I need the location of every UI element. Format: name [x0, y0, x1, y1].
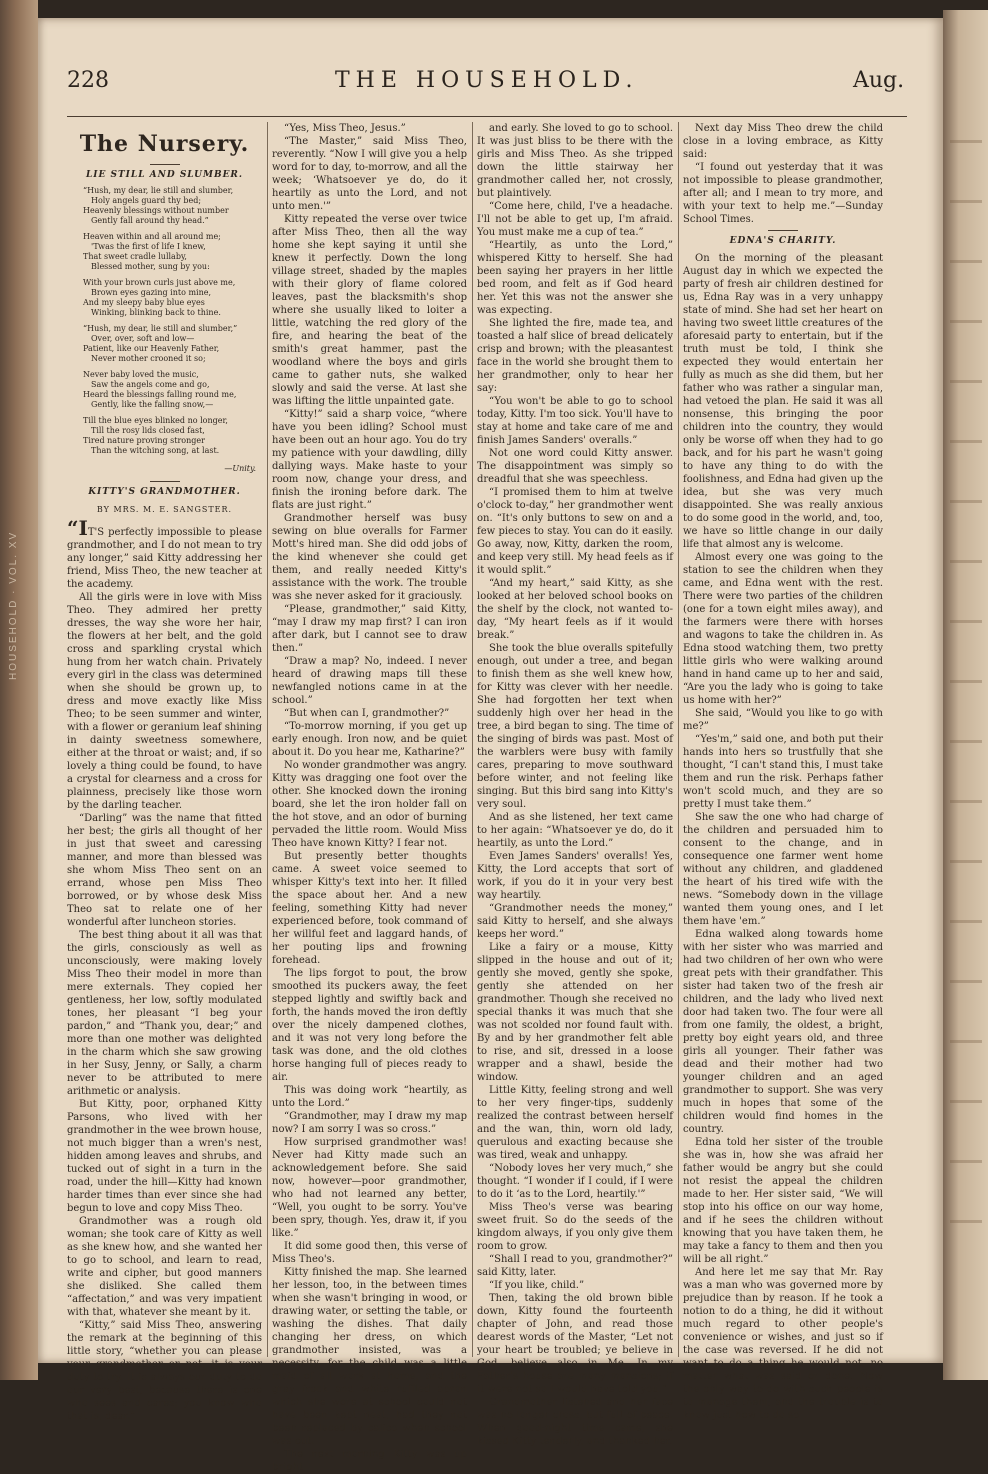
poem-line: Winking, blinking back to thine.: [91, 308, 221, 317]
paragraph: “Kitty,” said Miss Theo, answering the remark at the beginning of this little story, “whether you can please your grandmother or not, it is your duty to try. It is always our duty to do our very best, because there is one who sees and cares; you know who that is, dear.”: [67, 1320, 262, 1422]
divider: [150, 164, 180, 165]
poem-line: Gently, like the falling snow,—: [91, 400, 214, 409]
paragraph: “But when can I, grandmother?”: [284, 708, 450, 719]
poem-line: Heavenly blessings without number: [83, 206, 229, 215]
paragraph: And here let me say that Mr. Ray was a man who was governed more by prejudice than by reason. If he took a notion to do a thing, he did it without much regard to other people's convenience or wishes, and just so if the case was reversed. If he did not want to do a thing he would not, no matter what was said or done. Now the only way to do with such people is to manage them, and the trouble is to know just how to do so: [683, 1267, 883, 1421]
poem-line: Brown eyes gazing into mine,: [91, 288, 212, 297]
paragraph: “Yes, Miss Theo, Jesus.”: [284, 123, 406, 134]
column-rule: [472, 122, 473, 1357]
poem-line: “Hush, my dear, lie still and slumber,: [83, 186, 234, 195]
paragraph: “Nobody loves her very much,” she thought. “I wonder if I could, if I were to do it ‘as to the Lord, heartily.'”: [477, 1163, 673, 1200]
paragraph: Miss Theo's verse was bearing sweet fruit. So do the seeds of the kingdom always, if you only give them room to grow.: [477, 1202, 673, 1252]
paragraph: Even James Sanders' overalls! Yes, Kitty, the Lord accepts that sort of work, if you do it in your very best way heartily.: [477, 851, 673, 901]
paragraph: “To-morrow morning, if you get up early enough. Iron now, and be quiet about it. Do you hear me, Katharine?”: [272, 721, 467, 758]
poem-line: And my sleepy baby blue eyes: [83, 298, 205, 307]
paragraph: And as she listened, her text came to her again: “Whatsoever ye do, do it heartily, as unto the Lord.”: [477, 812, 673, 849]
paragraph: “The Master,” said Miss Theo, reverently. “Now I will give you a help word for to day, to-morrow, and all the week; ‘Whatsoever ye do, do it heartily as unto the Lord, and not unto men.'”: [272, 136, 468, 212]
paragraph: “I found out yesterday that it was not impossible to please grandmother, after all; and I mean to try more, and with your text to help me.”—Sunday School Times.: [683, 162, 883, 225]
paragraph: “Come here, child, I've a headache. I'll not be able to get up, I'm afraid. You must make me a cup of tea.”: [477, 201, 673, 238]
page-number: 228: [67, 68, 109, 93]
paragraph: “Grandmother, may I draw my map now? I am sorry I was so cross.”: [272, 1111, 467, 1135]
poem-line: Till the blue eyes blinked no longer,: [83, 416, 228, 425]
paragraph: She said, “Would you like to go with me?”: [683, 708, 883, 732]
poem-stanza: [83, 416, 262, 456]
poem-line: Never mother crooned it so;: [91, 354, 206, 363]
paragraph: Little Kitty, feeling strong and well to her very finger-tips, suddenly realized the contrast between herself and the wan, thin, worn old lady, querulous and exacting because she was tired, weak and unhappy.: [477, 1085, 673, 1161]
poem-line: Gently fall around thy head.”: [91, 216, 209, 225]
poem-line: That sweet cradle lullaby,: [83, 252, 187, 261]
paragraph: How surprised grandmother was! Never had Kitty made such an acknowledgement before. She said now, however—poor grandmother, who had not learned any better, “Well, you ought to be sorry. You've been spry, though. Yes, draw it, if you like.”: [272, 1137, 467, 1239]
paragraph: and early. She loved to go to school. It was just bliss to be there with the girls and Miss Theo. As she tripped down the little stairway her grandmother called her, not crossly, but plaintively.: [477, 123, 673, 199]
paragraph: “I promised them to him at twelve o'clock to-day,” her grandmother went on. “It's only buttons to sew on and a few pieces to stay. You can do it easily. Go away, now, Kitty, darken the room, and keep very still. My head feels as if it would split.”: [477, 487, 673, 576]
poem-line: Over, over, soft and low—: [91, 334, 195, 343]
story-opening: [67, 516, 262, 591]
paragraph: T'S perfectly impossible to please grandmother, and I do not mean to try any longer,” said Kitty addressing her friend, Miss Theo, the new teacher at the academy.: [67, 527, 262, 590]
paragraph: Kitty repeated the verse over twice after Miss Theo, then all the way home she kept saying it until she knew it perfectly. Down the long village street, shaded by the maples with their glory of flame colored leaves, past the blacksmith's shop where she usually liked to loiter a little, watching the red glory of the fire, and hearing the beat of the smith's great hammer, past the woodland where the boys and girls came to gather nuts, she walked slowly and said the verse. At last she was lifting the little unpainted gate.: [272, 214, 467, 407]
poem-attribution: —Unity.: [224, 464, 256, 473]
byline: BY MRS. M. E. SANGSTER.: [96, 505, 233, 514]
paragraph: Then, taking the old brown bible down, Kitty found the fourteenth chapter of John, and read those dearest words of the Master, “Let not your heart be troubled; ye believe in God, believe also in Me. In my Father's house are many mansions; if it were not so I would have told you.”: [477, 1293, 673, 1395]
column-rule: [267, 122, 268, 1357]
spine-label: HOUSEHOLD · VOL. XV: [8, 530, 19, 680]
page-month: Aug.: [853, 68, 905, 93]
paragraph: But presently better thoughts came. A sweet voice seemed to whisper Kitty's text into her. It filled the space about her. And a new feeling, something Kitty had never experienced before, took command of her willful feet and laggard hands, of her pouting lips and frowning forehead.: [272, 851, 467, 966]
poem-line: Blessed mother, sung by you:: [91, 262, 210, 271]
poem-line: With your brown curls just above me,: [83, 278, 236, 287]
poem-stanza: [83, 324, 262, 364]
paragraph: “Yes'm,” said one, and both put their hands into hers so trustfully that she thought, “I can't stand this, I must take them and run the risk. Perhaps father won't scold much, and they are so pretty I must take them.”: [683, 734, 883, 810]
paragraph: “And my heart,” said Kitty, as she looked at her beloved school books on the shelf by the clock, not wanted to-day, “My heart feels as if it would break.”: [477, 578, 673, 641]
poem-line: Never baby loved the music,: [83, 370, 199, 379]
poem-line: Than the witching song, at last.: [91, 446, 220, 455]
paragraph: The lips forgot to pout, the brow smoothed its puckers away, the feet stepped lightly and swiftly back and forth, the hands moved the iron deftly over the nicely dampened clothes, and it was not very long before the task was done, and the old clothes horse hanging full of pieces ready to air.: [272, 968, 467, 1083]
column-2: [272, 122, 468, 1473]
poem-stanza: [83, 232, 262, 272]
paragraph: But Kitty, poor, orphaned Kitty Parsons, who lived with her grandmother in the wee brown house, not much bigger than a wren's nest, hidden among leaves and shrubs, and tucked out of sight in a turn in the road, under the hill—Kitty had known harder times than ever since she had begun to love and copy Miss Theo.: [67, 1099, 262, 1214]
paragraph: No wonder grandmother was angry. Kitty was dragging one foot over the other. She knocked down the ironing board, she let the iron holder fall on the hot stove, and an odor of burning pervaded the little room. Would Miss Theo have known Kitty? I fear not.: [272, 760, 467, 849]
paragraph: Grandmother was a rough old woman; she took care of Kitty as well as she knew how, and she wanted her to go to school, and learn to read, write and cipher, but good manners she disliked. She called them “affectation,” and was very impatient with that, whatever she meant by it.: [67, 1216, 262, 1318]
poem-line: Heaven within and all around me;: [83, 232, 221, 241]
paragraph: Almost every one was going to the station to see the children when they came, and Edna went with the rest. There were two parties of the children (one for a town eight miles away), and the farmers were there with horses and wagons to take the children in. As Edna stood watching them, two pretty little girls who were walking around hand in hand came up to her and said, “Are you the lady who is going to take us home with her?”: [683, 552, 883, 706]
paragraph: Edna walked along towards home with her sister who was married and had two children of her own who were great pets with their grandfather. This sister had taken two of the fresh air children, and the lady who lived next door had taken two. The four were all from one family, the oldest, a bright, pretty boy eight years old, and three girls all younger. Their father was dead and their mother had two younger children and an aged grandmother to support. She was very much in hopes that some of the children would find homes in the country.: [683, 929, 883, 1135]
adjacent-page-edge: [943, 10, 988, 1380]
column-4: [683, 122, 883, 1421]
paragraph: “Please, grandmother,” said Kitty, “may I draw my map first? I can iron after dark, but I cannot see to draw then.”: [272, 604, 467, 654]
paragraph: All the girls were in love with Miss Theo. They admired her pretty dresses, the way she wore her hair, the flowers at her belt, and the gold cross and sparkling crystal which hung from her watch chain. Privately every girl in the class was determined when she should be grown up, to dress and move exactly like Miss Theo; to be seen summer and winter, with a flower or geranium leaf shining in dainty sweetness somewhere, either at the throat or waist; and, if so lovely a thing could be found, to have a crystal for clearness and a cross for plainness, precisely like those worn by the darling teacher.: [67, 592, 262, 811]
paragraph: Grandmother herself was busy sewing on blue overalls for Farmer Mott's hired man. She did odd jobs of the kind whenever she could get them, and really needed Kitty's assistance with the work. The trouble was she never asked for it graciously.: [272, 513, 467, 602]
paragraph: She took the blue overalls spitefully enough, out under a tree, and began to finish them as she well knew how, for Kitty was clever with her needle. She had forgotten her text when suddenly high over her head in the tree, a bird began to sing. The time of the singing of birds was past. Most of the warblers were busy with family cares, preparing to move southward before winter, and not feeling like singing. But this bird sang into Kitty's very soul.: [477, 643, 673, 810]
paragraph: The next morning Kitty was up bright: [272, 1449, 467, 1473]
poem: [83, 186, 262, 456]
poem-line: Holy angels guard thy bed;: [91, 196, 202, 205]
story-title: KITTY'S GRANDMOTHER.: [88, 487, 241, 497]
paragraph: “You won't be able to go to school today, Kitty. I'm too sick. You'll have to stay at home and take care of me and finish James Sanders' overalls.”: [477, 396, 673, 446]
poem-line: Tired nature proving stronger: [83, 436, 205, 445]
column-1: [67, 122, 262, 1422]
paragraph: It did some good then, this verse of Miss Theo's.: [272, 1241, 467, 1265]
drop-cap: “I: [67, 516, 88, 540]
poem-title: LIE STILL AND SLUMBER.: [85, 170, 244, 180]
paragraph: “Darling” was the name that fitted her best; the girls all thought of her in just that sweet and caressing manner, and more than blessed was she whom Miss Theo sent on an errand, whose pen Miss Theo borrowed, or by whose desk Miss Theo sat to relate one of her wonderful after luncheon stories.: [67, 813, 262, 928]
paragraph: Not one word could Kitty answer. The disappointment was simply so dreadful that she was speechless.: [477, 448, 673, 485]
paragraph: Like a fairy or a mouse, Kitty slipped in the house and out of it; gently she moved, gently she spoke, gently she attended on her grandmother. Though she received no special thanks it was much that she was not scolded nor found fault with. By and by her grandmother felt able to rise, and sit, dressed in a loose wrapper and a shawl, beside the window.: [477, 942, 673, 1083]
book-spine: [0, 0, 38, 1380]
paragraph: “Kitty!” said a sharp voice, “where have you been idling? School must have been out an hour ago. You do try my patience with your dawdling, dilly dallying ways. Make haste to your room now, change your dress, and finish the ironing before dark. The flats are just right.”: [272, 409, 467, 511]
poem-line: “Hush, my dear, lie still and slumber,”: [83, 324, 238, 333]
header-rule: [67, 116, 907, 117]
paragraph: On the morning of the pleasant August day in which we expected the party of fresh air children destined for us, Edna Ray was in a very unhappy state of mind. She had set her heart on having two sweet little creatures of the aforesaid party to entertain, but if the truth must be told, I think she expected they would entertain her fully as much as she did them, but her father who was rather a singular man, had vetoed the plan. He said it was all nonsense, this bringing the poor children into the country, they would only be worse off when they had to go back, and for his part he wasn't going to have any thing to do with the foolishness, and Edna had given up the idea, but she was very much disappointed. She was really anxious to do some good in the world, and, too, we have so little change in our daily life that almost any is welcome.: [683, 253, 883, 550]
poem-line: Saw the angels come and go,: [91, 380, 210, 389]
poem-line: 'Twas the first of life I knew,: [91, 242, 206, 251]
paragraph: “Shall I read to you, grandmother?” said Kitty, later.: [477, 1254, 673, 1278]
paragraph: Kitty finished the map. She learned her lesson, too, in the between times when she wasn't bringing in wood, or drawing water, or setting the table, or washing the dishes. That daily changing her dress, on which grandmother insisted, was a necessity, for the child was a little maid of all work at home, and the gray frock and white ruffled apron which she wore at school could not have been kept neat, had they not been replaced by calico when school was out.: [272, 1267, 467, 1447]
column-3: [477, 122, 673, 1447]
paragraph: She lighted the fire, made tea, and toasted a half slice of bread delicately crisp and brown; with the pleasantest face in the world she brought them to her grandmother, only to hear her say:: [477, 318, 673, 394]
poem-stanza: [83, 186, 262, 226]
paragraph: The best thing about it all was that the girls, consciously as well as unconsciously, were making lovely Miss Theo their model in more than mere externals. They copied her gentleness, her low, softly modulated tones, her pleasant “I beg your pardon,” and “Thank you, dear;” and more than one mother was delighted in the charm which she saw growing in her Susy, Jenny, or Sally, a charm never to be attributed to mere arithmetic or analysis.: [67, 930, 262, 1097]
poem-line: Till the rosy lids closed fast,: [91, 426, 205, 435]
poem-line: Heard the blessings falling round me,: [83, 390, 237, 399]
paragraph: She saw the one who had charge of the children and persuaded him to consent to the change, and in consequence one farmer went home without any children, and gladdened the heart of his tired wife with the news. “Somebody down in the village wanted them young ones, and I let them have 'em.”: [683, 812, 883, 927]
divider: [768, 230, 798, 231]
poem-stanza: [83, 278, 262, 318]
column-rule: [678, 122, 679, 1357]
paragraph: “If you like, child.”: [489, 1280, 585, 1291]
divider: [150, 481, 180, 482]
poem-stanza: [83, 370, 262, 410]
paragraph: “Heartily, as unto the Lord,” whispered Kitty to herself. She had been saying her prayers in her little bed room, and felt as if God heard her. Yet this was not the answer she was expecting.: [477, 240, 673, 316]
paragraph: “Grandmother needs the money,” said Kitty to herself, and she always keeps her word.”: [477, 903, 673, 940]
poem-line: Patient, like our Heavenly Father,: [83, 344, 220, 353]
section-heading-nursery: The Nursery.: [79, 131, 250, 157]
paragraph: “Draw a map? No, indeed. I never heard of drawing maps till these newfangled notions came in at the school.”: [272, 656, 467, 706]
paragraph: Edna told her sister of the trouble she was in, how she was afraid her father would be angry but she could not resist the appeal the children made to her. Her sister said, “We will stop into his office on our way home, and if he sees the children without knowing that you have taken them, he may take a fancy to them and then you will be all right.”: [683, 1137, 883, 1265]
page-title: THE HOUSEHOLD.: [335, 68, 639, 93]
story-title: EDNA'S CHARITY.: [729, 236, 837, 246]
paragraph: Next day Miss Theo drew the child close in a loving embrace, as Kitty said:: [683, 123, 883, 160]
paragraph: This was doing work “heartily, as unto the Lord.”: [272, 1085, 467, 1109]
paragraph: Grandmother listened and her face was no longer cross, but full of peace. When good-night time came, she kissed Kitty tenderly, and thanked her.: [477, 1397, 673, 1447]
